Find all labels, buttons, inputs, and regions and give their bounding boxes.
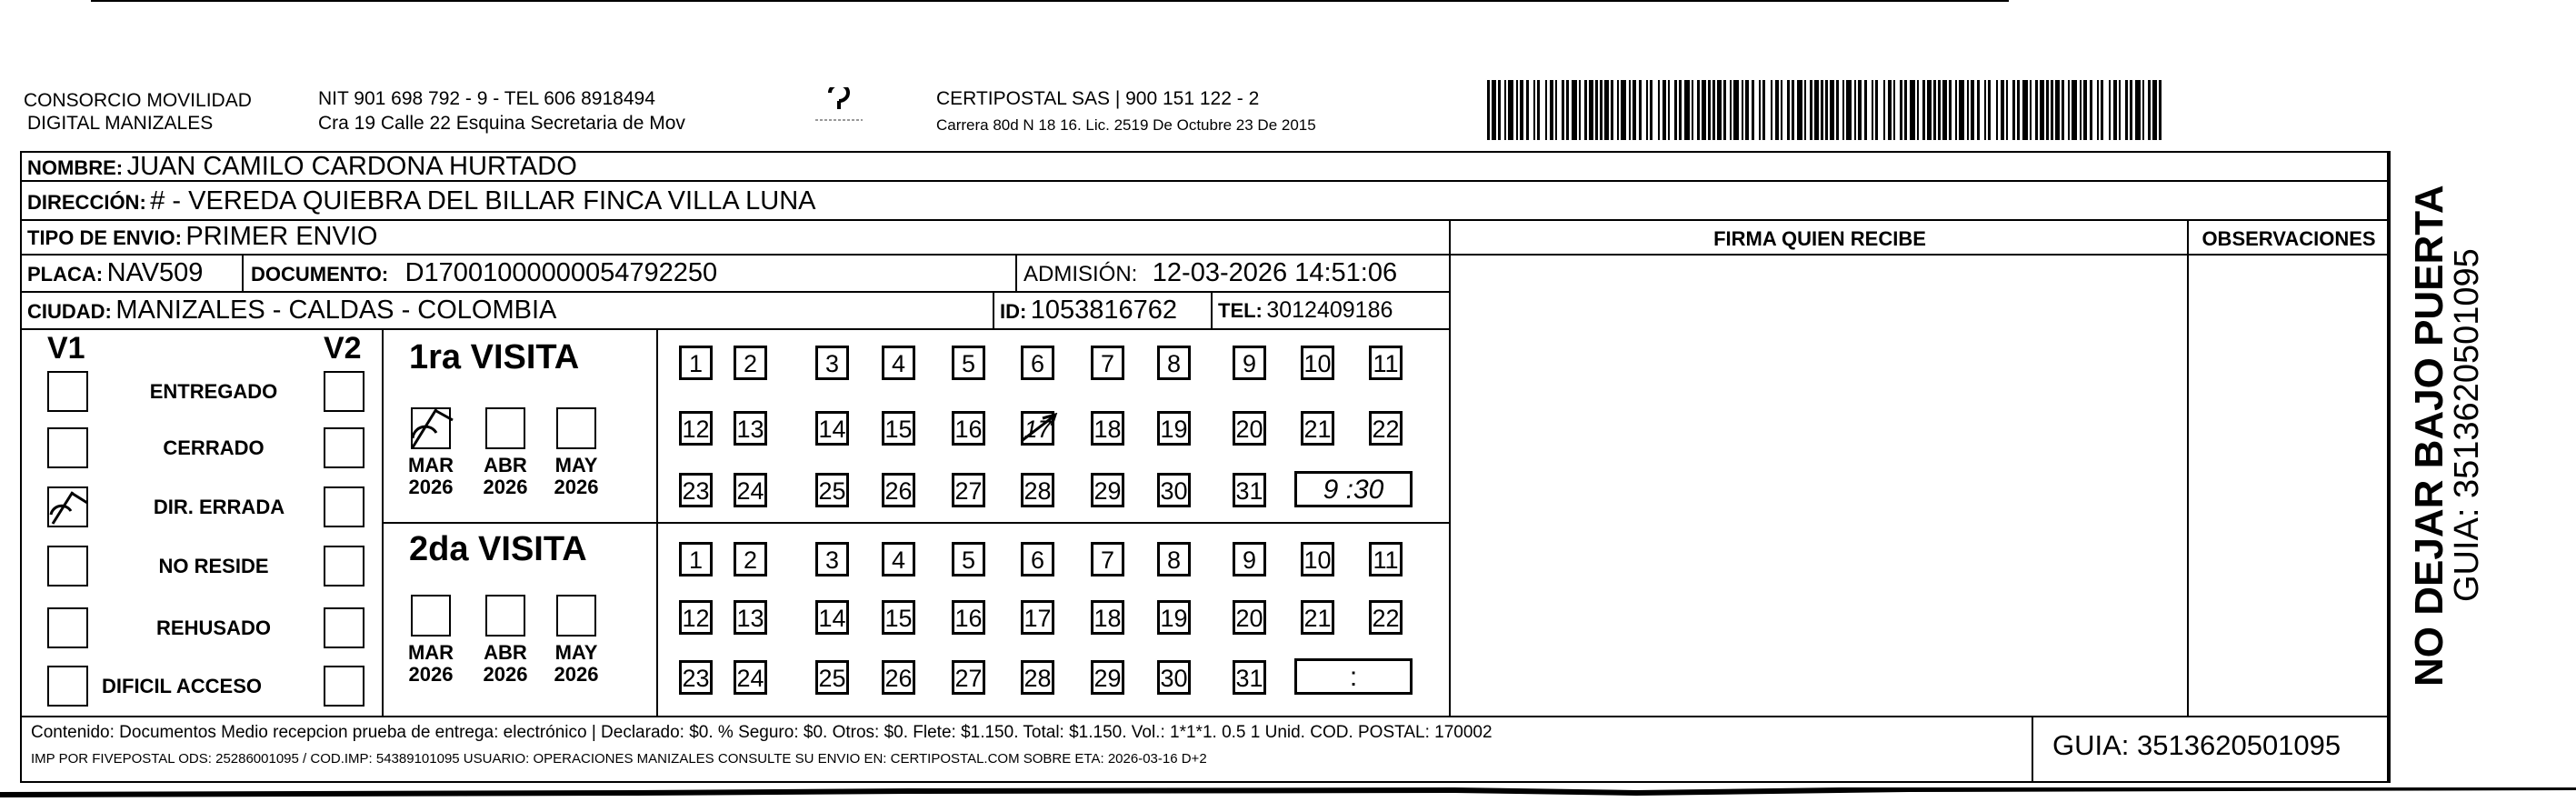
barcode-bar bbox=[1996, 80, 1998, 140]
status-label-rehusado: REHUSADO bbox=[156, 617, 271, 639]
barcode-bar bbox=[1830, 80, 1834, 140]
barcode-bar bbox=[2046, 80, 2049, 140]
barcode-bar bbox=[1679, 80, 1682, 140]
rule bbox=[242, 254, 244, 291]
barcode-bar bbox=[1723, 80, 1726, 140]
barcode-bar bbox=[2142, 80, 2144, 140]
nombre-label: NOMBRE: bbox=[27, 156, 124, 179]
barcode-bar bbox=[2035, 80, 2038, 140]
barcode-bar bbox=[1977, 80, 1980, 140]
day-cell-15[interactable]: 15 bbox=[882, 600, 915, 635]
barcode-bar bbox=[1858, 80, 1862, 140]
v2-checkbox[interactable] bbox=[324, 607, 364, 648]
barcode-bar bbox=[1508, 80, 1513, 140]
rule bbox=[382, 328, 384, 716]
v2-checkbox[interactable] bbox=[324, 371, 364, 412]
month-label-mar: MAR bbox=[407, 454, 454, 476]
barcode-bar bbox=[1900, 80, 1902, 140]
v2-header: V2 bbox=[324, 331, 362, 366]
barcode-bar bbox=[1674, 80, 1677, 140]
tel-row bbox=[1218, 295, 1393, 329]
barcode-bar bbox=[1984, 80, 1986, 140]
day-cell-22[interactable]: 22 bbox=[1369, 600, 1403, 635]
barcode-bar bbox=[1875, 80, 1878, 140]
day-cell-20[interactable]: 20 bbox=[1233, 600, 1266, 635]
footer-contenido: Contenido: Documentos Medio recepcion prueba de entrega: electrónico | Declarado: $0. % Seguro: $0. Otros: $0. Flete: $1.150. Total: $1.150. Vol.: 1*1*1. 0.5 1 Unid. COD. POSTAL: 170002 bbox=[31, 723, 1493, 742]
status-label-no-reside: NO RESIDE bbox=[158, 555, 269, 577]
barcode-bar bbox=[1888, 80, 1892, 140]
barcode-bar bbox=[1579, 80, 1581, 140]
month-label-may: MAY bbox=[554, 641, 598, 664]
barcode-bar bbox=[1492, 80, 1496, 140]
ciudad-row bbox=[27, 295, 556, 330]
side-guia: GUIA: 3513620501095 bbox=[2448, 248, 2486, 602]
day-cell-3[interactable]: 3 bbox=[815, 542, 849, 576]
day-cell-9[interactable]: 9 bbox=[1233, 346, 1266, 380]
month-year-abr: 2026 bbox=[483, 476, 528, 498]
barcode-bar bbox=[1611, 80, 1613, 140]
barcode-bar bbox=[1762, 80, 1765, 140]
day-cell-5[interactable]: 5 bbox=[952, 542, 985, 576]
barcode-bar bbox=[2030, 80, 2032, 140]
barcode-bar bbox=[1572, 80, 1577, 140]
barcode-bar bbox=[1745, 80, 1749, 140]
month-checkbox-abr[interactable] bbox=[485, 595, 525, 637]
company-name bbox=[24, 89, 252, 135]
company-line-2: DIGITAL MANIZALES bbox=[27, 113, 214, 134]
rule bbox=[1015, 254, 1017, 291]
footer-guia: GUIA: 3513620501095 bbox=[2052, 729, 2341, 761]
visit2-title: 2da VISITA bbox=[409, 530, 587, 568]
barcode-bar bbox=[1617, 80, 1619, 140]
rule bbox=[2032, 716, 2033, 783]
time-box[interactable]: 9 :30 bbox=[1294, 471, 1413, 507]
nit-line: NIT 901 698 792 - 9 - TEL 606 8918494 bbox=[318, 88, 655, 109]
day-cell-16[interactable]: 16 bbox=[952, 411, 985, 446]
day-cell-21[interactable]: 21 bbox=[1301, 411, 1334, 446]
v1-checkbox[interactable] bbox=[47, 607, 88, 648]
tipo-envio-row bbox=[27, 221, 377, 256]
day-cell-label: 17 bbox=[1023, 416, 1052, 443]
barcode-bar bbox=[2006, 80, 2008, 140]
barcode-bar bbox=[1487, 80, 1490, 140]
barcode-bar bbox=[2130, 80, 2132, 140]
barcode-bar bbox=[1821, 80, 1823, 140]
day-cell-8[interactable]: 8 bbox=[1157, 542, 1191, 576]
barcode-bar bbox=[2001, 80, 2004, 140]
barcode-bar bbox=[1504, 80, 1506, 140]
barcode-bar bbox=[1883, 80, 1885, 140]
barcode-bar bbox=[1792, 80, 1794, 140]
day-cell-10[interactable]: 10 bbox=[1301, 542, 1334, 576]
v2-checkbox[interactable] bbox=[324, 666, 364, 707]
admision-row bbox=[1023, 257, 1397, 293]
month-year-may: 2026 bbox=[554, 663, 599, 686]
barcode-bar bbox=[2068, 80, 2070, 140]
day-cell-13[interactable]: 13 bbox=[734, 411, 767, 446]
v1-checkbox[interactable] bbox=[47, 666, 88, 707]
barcode-bar bbox=[1702, 80, 1706, 140]
barcode-bar bbox=[1650, 80, 1652, 140]
barcode-bar bbox=[1910, 80, 1915, 140]
barcode-bar bbox=[1846, 80, 1852, 140]
barcode-bar bbox=[1566, 80, 1569, 140]
day-cell-29[interactable]: 29 bbox=[1091, 473, 1124, 507]
barcode-bar bbox=[1922, 80, 1925, 140]
day-cell-23[interactable]: 23 bbox=[679, 660, 713, 695]
barcode-bar bbox=[1629, 80, 1631, 140]
barcode-bar bbox=[2113, 80, 2117, 140]
barcode-bar bbox=[1708, 80, 1711, 140]
barcode-bar bbox=[1752, 80, 1754, 140]
admision-label: ADMISIÓN: bbox=[1023, 262, 1138, 286]
day-strike-mark-icon bbox=[1019, 413, 1059, 446]
direccion-label: DIRECCIÓN: bbox=[27, 191, 146, 214]
barcode-bar bbox=[1814, 80, 1819, 140]
day-cell-25[interactable]: 25 bbox=[815, 660, 849, 695]
day-cell-8[interactable]: 8 bbox=[1157, 346, 1191, 380]
day-cell-17[interactable]: 17 bbox=[1021, 600, 1054, 635]
day-cell-22[interactable]: 22 bbox=[1369, 411, 1403, 446]
barcode-bar bbox=[1697, 80, 1700, 140]
barcode-bar bbox=[1498, 80, 1501, 140]
day-cell-26[interactable]: 26 bbox=[882, 660, 915, 695]
v2-checkbox[interactable] bbox=[324, 486, 364, 527]
day-cell-24[interactable]: 24 bbox=[734, 473, 767, 507]
day-cell-23[interactable]: 23 bbox=[679, 473, 713, 507]
day-cell-2[interactable]: 2 bbox=[734, 346, 767, 380]
documento-label: DOCUMENTO: bbox=[251, 263, 389, 286]
time-box[interactable]: : bbox=[1294, 658, 1413, 695]
month-label-mar: MAR bbox=[407, 641, 454, 664]
documento-value: D17001000000054792250 bbox=[404, 258, 718, 287]
day-cell-12[interactable]: 12 bbox=[679, 411, 713, 446]
barcode-bar bbox=[1810, 80, 1812, 140]
barcode-bar bbox=[1604, 80, 1609, 140]
day-cell-3[interactable]: 3 bbox=[815, 346, 849, 380]
barcode-bar bbox=[2135, 80, 2141, 140]
barcode-bar bbox=[1639, 80, 1642, 140]
rule bbox=[1449, 219, 1451, 716]
month-year-may: 2026 bbox=[554, 476, 599, 498]
barcode-bar bbox=[1771, 80, 1772, 140]
barcode-bar bbox=[2109, 80, 2111, 140]
day-cell-11[interactable]: 11 bbox=[1369, 346, 1403, 380]
day-cell-25[interactable]: 25 bbox=[815, 473, 849, 507]
barcode-bar bbox=[1854, 80, 1856, 140]
day-cell-4[interactable]: 4 bbox=[882, 542, 915, 576]
barcode-bar bbox=[1872, 80, 1873, 140]
barcode-bar bbox=[1836, 80, 1839, 140]
barcode-bar bbox=[2012, 80, 2015, 140]
barcode-bar bbox=[1933, 80, 1936, 140]
barcode-bar bbox=[1842, 80, 1844, 140]
direccion-value: # - VEREDA QUIEBRA DEL BILLAR FINCA VILLA LUNA bbox=[150, 186, 816, 216]
barcode-bar bbox=[1712, 80, 1715, 140]
barcode-bar bbox=[2040, 80, 2044, 140]
barcode-bar bbox=[1584, 80, 1587, 140]
barcode-bar bbox=[1717, 80, 1722, 140]
barcode-bar bbox=[1520, 80, 1523, 140]
v1-checkbox[interactable] bbox=[47, 427, 88, 468]
day-cell-1[interactable]: 1 bbox=[679, 346, 713, 380]
barcode-bar bbox=[1927, 80, 1932, 140]
observaciones-header: OBSERVACIONES bbox=[2202, 227, 2376, 250]
month-year-abr: 2026 bbox=[483, 663, 528, 686]
day-cell-5[interactable]: 5 bbox=[952, 346, 985, 380]
barcode-bar bbox=[1662, 80, 1666, 140]
day-cell-21[interactable]: 21 bbox=[1301, 600, 1334, 635]
barcode-bar bbox=[1759, 80, 1761, 140]
day-cell-31[interactable]: 31 bbox=[1233, 660, 1266, 695]
barcode-bar bbox=[2022, 80, 2028, 140]
company-contact bbox=[318, 87, 685, 135]
barcode-bar bbox=[2062, 80, 2064, 140]
barcode-bar bbox=[2051, 80, 2053, 140]
tipo-envio-value: PRIMER ENVIO bbox=[185, 222, 378, 251]
month-checkbox-may[interactable] bbox=[556, 407, 596, 449]
barcode-bar bbox=[2152, 80, 2157, 140]
barcode-bar bbox=[2055, 80, 2060, 140]
barcode bbox=[1487, 80, 2169, 140]
month-year-mar: 2026 bbox=[408, 663, 454, 686]
status-label-dir-errada: DIR. ERRADA bbox=[153, 496, 285, 518]
barcode-bar bbox=[1971, 80, 1974, 140]
barcode-bar bbox=[1545, 80, 1547, 140]
barcode-bar bbox=[1938, 80, 1941, 140]
barcode-bar bbox=[1917, 80, 1919, 140]
placa-label: PLACA: bbox=[27, 263, 104, 286]
footer-imp: IMP POR FIVEPOSTAL ODS: 25286001095 / COD.IMP: 54389101095 USUARIO: OPERACIONES MANIZALES CONSULTE SU ENVIO EN: CERTIPOSTAL.COM SOBRE ETA: 2026-03-16 D+2 bbox=[31, 751, 1207, 767]
day-cell-19[interactable]: 19 bbox=[1157, 411, 1191, 446]
day-cell-27[interactable]: 27 bbox=[952, 473, 985, 507]
day-cell-14[interactable]: 14 bbox=[815, 411, 849, 446]
barcode-bar bbox=[2148, 80, 2151, 140]
barcode-bar bbox=[1692, 80, 1693, 140]
barcode-bar bbox=[1516, 80, 1518, 140]
barcode-bar bbox=[2072, 80, 2077, 140]
rule bbox=[2187, 219, 2189, 716]
barcode-bar bbox=[1949, 80, 1952, 140]
day-cell-18[interactable]: 18 bbox=[1091, 411, 1124, 446]
status-label-cerrado: CERRADO bbox=[163, 436, 265, 459]
day-cell-26[interactable]: 26 bbox=[882, 473, 915, 507]
day-cell-28[interactable]: 28 bbox=[1021, 660, 1054, 695]
day-cell-6[interactable]: 6 bbox=[1021, 346, 1054, 380]
day-cell-12[interactable]: 12 bbox=[679, 600, 713, 635]
day-cell-13[interactable]: 13 bbox=[734, 600, 767, 635]
day-cell-30[interactable]: 30 bbox=[1157, 660, 1191, 695]
day-cell-28[interactable]: 28 bbox=[1021, 473, 1054, 507]
day-cell-16[interactable]: 16 bbox=[952, 600, 985, 635]
barcode-bar bbox=[1555, 80, 1557, 140]
placa-value: NAV509 bbox=[106, 258, 204, 287]
tel-label: TEL: bbox=[1218, 299, 1263, 322]
rule bbox=[2389, 151, 2391, 783]
month-label-abr: ABR bbox=[484, 454, 527, 476]
rule bbox=[382, 522, 1451, 524]
status-label-dificil-acceso: DIFICIL ACCESO bbox=[102, 675, 263, 697]
barcode-bar bbox=[2090, 80, 2092, 140]
barcode-bar bbox=[1825, 80, 1828, 140]
barcode-bar bbox=[1658, 80, 1660, 140]
id-value: 1053816762 bbox=[1030, 296, 1178, 325]
rule bbox=[993, 291, 994, 328]
day-cell-11[interactable]: 11 bbox=[1369, 542, 1403, 576]
month-label-abr: ABR bbox=[484, 641, 527, 664]
barcode-bar bbox=[1733, 80, 1739, 140]
barcode-bar bbox=[2101, 80, 2103, 140]
barcode-bar bbox=[2080, 80, 2082, 140]
day-cell-30[interactable]: 30 bbox=[1157, 473, 1191, 507]
barcode-bar bbox=[1533, 80, 1535, 140]
courier-info bbox=[936, 87, 1316, 136]
id-label: ID: bbox=[1000, 300, 1027, 323]
documento-row bbox=[251, 257, 717, 293]
firma-header: FIRMA QUIEN RECIBE bbox=[1713, 227, 1926, 250]
nombre-row bbox=[27, 151, 577, 186]
barcode-bar bbox=[1893, 80, 1895, 140]
day-cell-24[interactable]: 24 bbox=[734, 660, 767, 695]
barcode-bar bbox=[1904, 80, 1907, 140]
month-checkbox-abr[interactable] bbox=[485, 407, 525, 449]
status-label-entregado: ENTREGADO bbox=[149, 380, 278, 403]
barcode-bar bbox=[2119, 80, 2121, 140]
top-rule bbox=[91, 0, 2009, 2]
barcode-bar bbox=[2097, 80, 2099, 140]
barcode-bar bbox=[1742, 80, 1743, 140]
rule bbox=[20, 716, 2389, 717]
day-cell-1[interactable]: 1 bbox=[679, 542, 713, 576]
day-cell-15[interactable]: 15 bbox=[882, 411, 915, 446]
barcode-bar bbox=[1955, 80, 1957, 140]
no-dejar-bajo-puerta: NO DEJAR BAJO PUERTA bbox=[2407, 185, 2451, 687]
day-cell-29[interactable]: 29 bbox=[1091, 660, 1124, 695]
barcode-bar bbox=[1621, 80, 1626, 140]
barcode-bar bbox=[1550, 80, 1553, 140]
certipostal-logo-icon bbox=[812, 87, 866, 127]
courier-line-2: Carrera 80d N 18 16. Lic. 2519 De Octubre 23 De 2015 bbox=[936, 116, 1316, 134]
barcode-bar bbox=[1797, 80, 1802, 140]
barcode-bar bbox=[1959, 80, 1964, 140]
day-cell-4[interactable]: 4 bbox=[882, 346, 915, 380]
day-cell-31[interactable]: 31 bbox=[1233, 473, 1266, 507]
tipo-envio-label: TIPO DE ENVIO: bbox=[27, 226, 182, 249]
day-cell-18[interactable]: 18 bbox=[1091, 600, 1124, 635]
barcode-bar bbox=[1632, 80, 1636, 140]
barcode-bar bbox=[1775, 80, 1779, 140]
day-cell-7[interactable]: 7 bbox=[1091, 542, 1124, 576]
barcode-bar bbox=[1562, 80, 1564, 140]
barcode-bar bbox=[1684, 80, 1690, 140]
bottom-edge bbox=[0, 787, 2576, 802]
v1-check-mark-icon bbox=[45, 483, 136, 533]
barcode-bar bbox=[1526, 80, 1529, 140]
day-cell-20[interactable]: 20 bbox=[1233, 411, 1266, 446]
address-line: Cra 19 Calle 22 Esquina Secretaria de Mov bbox=[318, 113, 685, 134]
barcode-bar bbox=[1804, 80, 1806, 140]
courier-line-1: CERTIPOSTAL SAS | 900 151 122 - 2 bbox=[936, 88, 1260, 109]
day-cell-19[interactable]: 19 bbox=[1157, 600, 1191, 635]
barcode-bar bbox=[2017, 80, 2020, 140]
barcode-bar bbox=[2159, 80, 2162, 140]
visit1-title: 1ra VISITA bbox=[409, 338, 580, 376]
nombre-value: JUAN CAMILO CARDONA HURTADO bbox=[126, 152, 577, 181]
barcode-bar bbox=[2125, 80, 2128, 140]
v1-header: V1 bbox=[47, 331, 85, 366]
barcode-bar bbox=[1942, 80, 1947, 140]
admision-value: 12-03-2026 14:51:06 bbox=[1152, 258, 1398, 287]
ciudad-value: MANIZALES - CALDAS - COLOMBIA bbox=[115, 296, 557, 325]
month-checkbox-may[interactable] bbox=[556, 595, 596, 637]
day-cell-7[interactable]: 7 bbox=[1091, 346, 1124, 380]
tel-value: 3012409186 bbox=[1266, 297, 1393, 323]
rule bbox=[1211, 291, 1213, 328]
placa-row bbox=[27, 257, 203, 293]
v1-checkbox[interactable] bbox=[47, 371, 88, 412]
company-line-1: CONSORCIO MOVILIDAD bbox=[24, 90, 252, 111]
direccion-row bbox=[27, 185, 816, 221]
v2-checkbox[interactable] bbox=[324, 546, 364, 586]
barcode-bar bbox=[1864, 80, 1867, 140]
ciudad-label: CIUDAD: bbox=[27, 300, 112, 323]
month-year-mar: 2026 bbox=[408, 476, 454, 498]
day-cell-27[interactable]: 27 bbox=[952, 660, 985, 695]
barcode-bar bbox=[1595, 80, 1598, 140]
v1-checkbox[interactable] bbox=[47, 546, 88, 586]
id-row bbox=[1000, 295, 1177, 330]
day-cell-10[interactable]: 10 bbox=[1301, 346, 1334, 380]
v2-checkbox[interactable] bbox=[324, 427, 364, 468]
month-label-may: MAY bbox=[554, 454, 598, 476]
barcode-bar bbox=[1589, 80, 1593, 140]
barcode-bar bbox=[1537, 80, 1540, 140]
barcode-bar bbox=[1967, 80, 1969, 140]
barcode-bar bbox=[1730, 80, 1732, 140]
day-cell-14[interactable]: 14 bbox=[815, 600, 849, 635]
day-cell-6[interactable]: 6 bbox=[1021, 542, 1054, 576]
barcode-bar bbox=[1988, 80, 1991, 140]
month-check-mark-icon bbox=[409, 402, 482, 453]
barcode-bar bbox=[1781, 80, 1782, 140]
barcode-bar bbox=[1646, 80, 1648, 140]
barcode-bar bbox=[1600, 80, 1603, 140]
barcode-bar bbox=[1787, 80, 1790, 140]
day-cell-9[interactable]: 9 bbox=[1233, 542, 1266, 576]
day-cell-2[interactable]: 2 bbox=[734, 542, 767, 576]
barcode-bar bbox=[2083, 80, 2087, 140]
month-checkbox-mar[interactable] bbox=[411, 595, 451, 637]
barcode-bar bbox=[1668, 80, 1670, 140]
rule bbox=[656, 328, 658, 716]
